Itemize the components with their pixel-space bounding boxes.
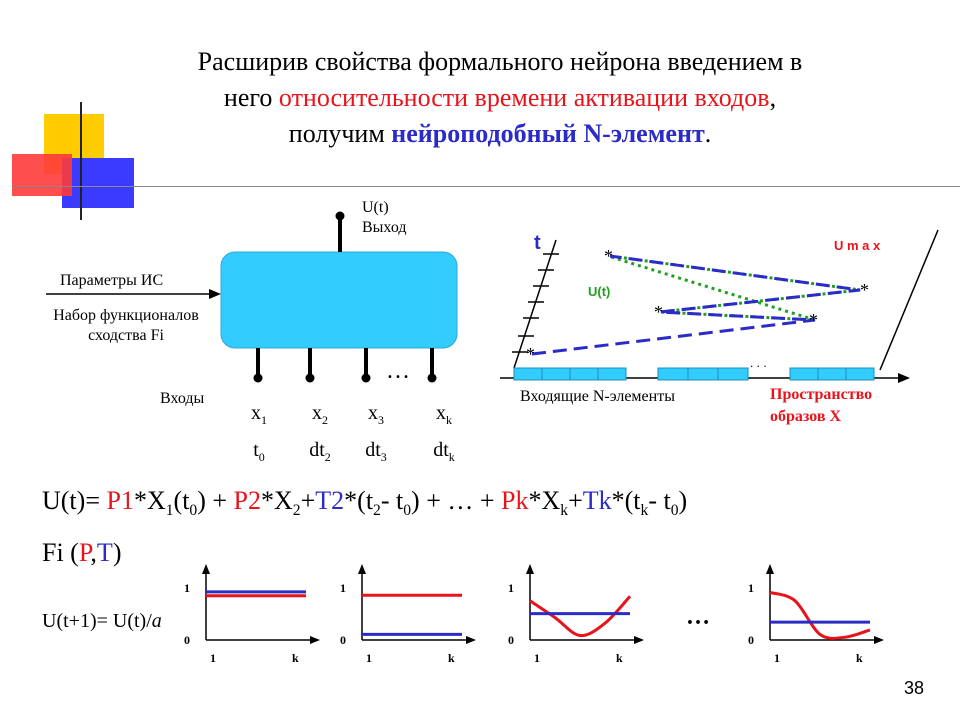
- mini-chart-y-arrow: [202, 564, 210, 574]
- formula-part: *(t: [611, 486, 641, 515]
- title-text: .: [704, 119, 712, 148]
- formula-sub: 0: [189, 502, 198, 520]
- formula-part: T2: [315, 486, 345, 515]
- mini-chart-x-arrow: [874, 636, 884, 644]
- input-var-sub: 1: [261, 413, 267, 427]
- mini-chart-x-arrow: [310, 636, 320, 644]
- formula-part: Tk: [582, 486, 612, 515]
- mini-chart-red-curve: [770, 592, 870, 638]
- formula-part: ): [678, 486, 688, 515]
- trajectory-star: *: [604, 246, 613, 266]
- mini-chart-x-arrow: [634, 636, 644, 644]
- charts-ellipsis: …: [686, 604, 710, 630]
- t-axis-label: t: [534, 232, 541, 254]
- formula-part: U(t)=: [42, 486, 107, 515]
- incoming-elements-label: Входящие N-элементы: [520, 388, 675, 405]
- elements-ellipsis: . . .: [750, 356, 767, 370]
- formula-sub: 0: [670, 502, 679, 520]
- formula-sub: 1: [165, 502, 174, 520]
- mini-chart-x-left-label: 1: [534, 651, 540, 665]
- input-var: x: [368, 402, 378, 424]
- title-text: ,: [769, 83, 777, 112]
- page-number: 38: [904, 678, 925, 698]
- mini-chart-x-left-label: 1: [774, 651, 780, 665]
- formula-part: *X: [133, 486, 166, 515]
- pattern-space-label-line: образов Х: [770, 408, 842, 425]
- mini-chart-y-top-label: 1: [508, 581, 514, 595]
- input-time: dt: [365, 439, 381, 461]
- mini-chart-x-left-label: 1: [366, 651, 372, 665]
- output-label-line: Выход: [362, 219, 407, 236]
- output-label-line: U(t): [362, 199, 389, 216]
- formula-part: - t: [380, 486, 404, 515]
- fi-part: T: [96, 538, 113, 567]
- mini-chart-x-right-label: k: [292, 651, 299, 665]
- mini-chart-red-curve: [530, 596, 630, 635]
- input-time-sub: 3: [380, 450, 387, 464]
- input-var: x: [312, 402, 322, 424]
- formula-part: *X: [528, 486, 561, 515]
- input-time: dt: [309, 439, 325, 461]
- mini-chart-x-right-label: k: [856, 651, 863, 665]
- mini-chart-y-top-label: 1: [340, 581, 346, 595]
- mini-chart-x-arrow: [466, 636, 476, 644]
- title-highlight-blue: нейроподобный N-элемент: [391, 119, 705, 148]
- mini-chart-y-arrow: [526, 564, 534, 574]
- functionals-label-line: Набор функционалов: [53, 307, 199, 324]
- inputs-ellipsis: …: [386, 358, 410, 384]
- formula-sub: k: [560, 502, 569, 520]
- input-var-sub: 3: [378, 413, 384, 427]
- umax-label: U m a x: [834, 238, 881, 253]
- fi-part: P: [78, 538, 91, 567]
- input-var-sub: 2: [322, 413, 328, 427]
- trajectory-star: *: [654, 302, 663, 322]
- input-time: dt: [433, 439, 449, 461]
- mini-chart-y-top-label: 1: [748, 581, 754, 595]
- mini-chart-x-right-label: k: [616, 651, 623, 665]
- input-time-sub: 0: [258, 450, 265, 464]
- input-time: t: [253, 439, 259, 461]
- formula-sub: 0: [403, 502, 412, 520]
- title-text: получим: [288, 119, 392, 148]
- input-var: x: [251, 402, 261, 424]
- recurrence-part: U(t+1)= U(t)/: [42, 610, 152, 632]
- input-var-sub: k: [446, 413, 452, 427]
- trajectory-star: *: [526, 344, 535, 364]
- title-text: него: [223, 83, 279, 112]
- mini-chart-x-right-label: k: [448, 651, 455, 665]
- mini-chart-y-bottom-label: 0: [340, 633, 346, 647]
- mini-chart-y-top-label: 1: [184, 581, 190, 595]
- formula-part: ) +: [197, 486, 234, 515]
- pattern-space-label-line: Пространство: [770, 386, 873, 403]
- formula-part: P2: [233, 486, 262, 515]
- fi-part: ): [112, 538, 122, 567]
- mini-chart-y-bottom-label: 0: [748, 633, 754, 647]
- formula-sub: k: [640, 502, 649, 520]
- input-var: x: [436, 402, 446, 424]
- formula-part: - t: [648, 486, 671, 515]
- formula-part: P1: [106, 486, 134, 515]
- trajectory-star: *: [860, 280, 869, 300]
- ut-label: U(t): [588, 284, 611, 299]
- fi-part: ,: [90, 538, 97, 567]
- formula-part: ) + … +: [411, 486, 502, 515]
- mini-chart-y-arrow: [766, 564, 774, 574]
- mini-chart-y-arrow: [358, 564, 366, 574]
- trajectory-star: *: [809, 310, 818, 330]
- input-time-sub: k: [448, 450, 455, 464]
- mini-chart-y-bottom-label: 0: [508, 633, 514, 647]
- fi-part: Fi (: [42, 538, 79, 567]
- formula-part: *X: [261, 486, 293, 515]
- formula-sub: 2: [292, 502, 301, 520]
- formula-sub: 2: [373, 502, 381, 520]
- formula-part: +: [300, 486, 316, 515]
- mini-chart-x-left-label: 1: [210, 651, 216, 665]
- formula-part: Pk: [501, 486, 529, 515]
- recurrence-part: a: [151, 610, 162, 632]
- formula-part: +: [568, 486, 583, 515]
- input-time-sub: 2: [324, 450, 331, 464]
- formula-part: *(t: [344, 486, 374, 515]
- mini-chart-y-bottom-label: 0: [184, 633, 190, 647]
- title-highlight-red: относительности времени активации входов: [278, 83, 770, 112]
- formula-part: (t: [173, 486, 190, 515]
- title-line-1: Расширив свойства формального нейрона введением в: [197, 47, 803, 76]
- inputs-label: Входы: [160, 390, 205, 407]
- functionals-label-line: сходства Fi: [88, 327, 164, 344]
- params-label: Параметры ИС: [60, 272, 164, 289]
